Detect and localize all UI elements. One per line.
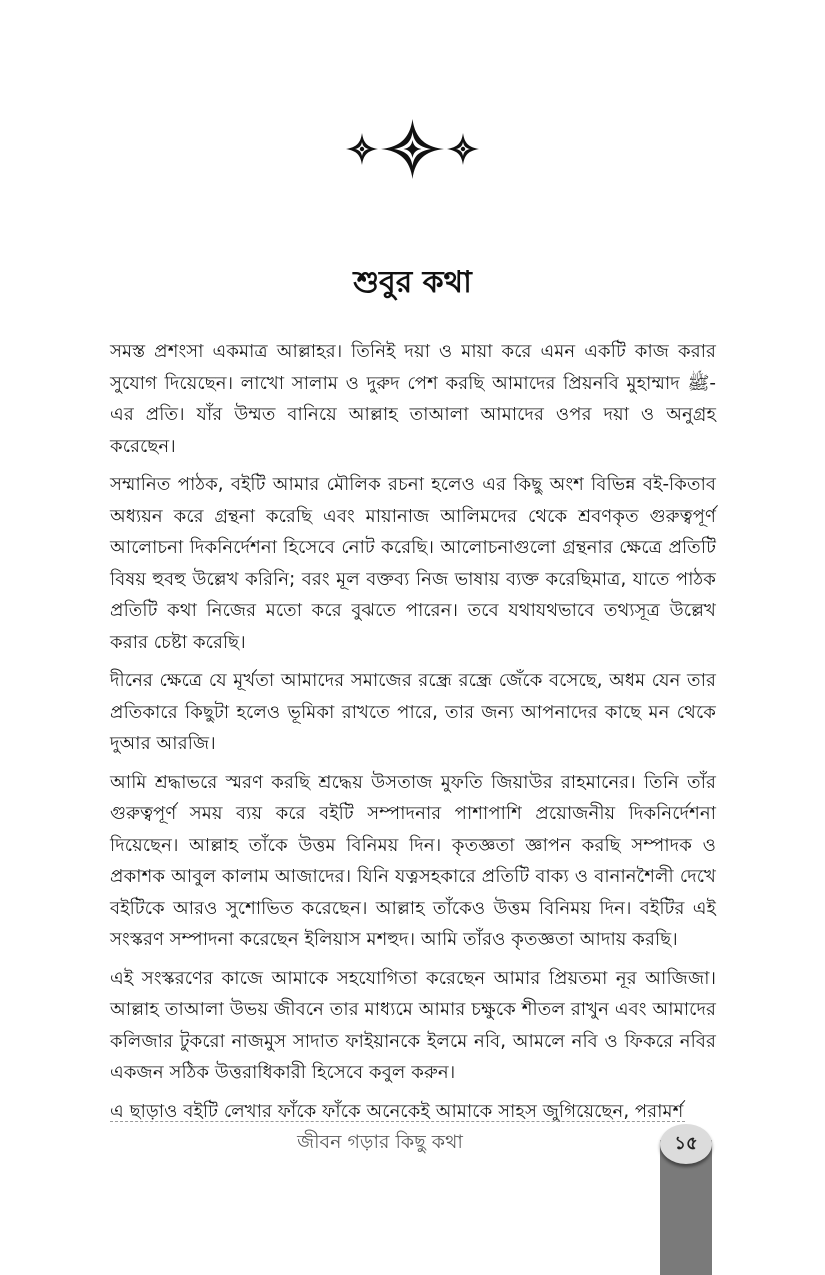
footer-book-title: জীবন গড়ার কিছু কথা — [297, 1131, 463, 1153]
paragraph: এই সংস্করণের কাজে আমাকে সহযোগিতা করেছেন আমার প্রিয়তমা নূর আজিজা। আল্লাহ তাআলা উভয় জীবনে তার মাধ্যমে আমার চক্ষুকে শীতল রাখুন এবং আমাদের কলিজার টুকরো নাজমুস সাদাত ফাইয়ানকে ইলমে নবি, আমলে নবি ও ফিকরে নবির একজন সঠিক উত্তরাধিকারী হিসেবে কবুল করুন। — [110, 967, 716, 1083]
paragraph: দীনের ক্ষেত্রে যে মূর্খতা আমাদের সমাজের রন্ধ্রে রন্ধ্রে জেঁকে বসেছে, অধম যেন তার প্রতিকারে কিছুটা হলেও ভূমিকা রাখতে পারে, তার জন্য আপনাদের কাছে মন থেকে দুআর আরজি। — [110, 670, 716, 754]
page-number-badge — [660, 1124, 712, 1164]
ornament-icon — [345, 118, 480, 180]
paragraph: সম্মানিত পাঠক, বইটি আমার মৌলিক রচনা হলেও এর কিছু অংশ বিভিন্ন বই-কিতাব অধ্যয়ন করে গ্রন্থনা করেছি এবং মায়ানাজ আলিমদের থেকে শ্রবণকৃত গুরুত্বপূর্ণ আলোচনা দিকনির্দেশনা হিসেবে নোট করেছি। আলোচনাগুলো গ্রন্থনার ক্ষেত্রে প্রতিটি বিষয় হুবহু উল্লেখ করিনি; বরং মূল বক্তব্য নিজ ভাষায় ব্যক্ত করেছিমাত্র, যাতে পাঠক প্রতিটি কথা নিজের মতো করে বুঝতে পারেন। তবে যথাযথভাবে তথ্যসূত্র উল্লেখ করার চেষ্টা করেছি। — [110, 474, 716, 653]
page-number: ১৫ — [674, 1132, 698, 1154]
paragraph: সমস্ত প্রশংসা একমাত্র আল্লাহর। তিনিই দয়া ও মায়া করে এমন একটি কাজ করার সুযোগ দিয়েছেন। লাখো সালাম ও দুরুদ পেশ করছি আমাদের প্রিয়নবি মুহাম্মাদ ﷺ-এর প্রতি। যাঁর উম্মত বানিয়ে আল্লাহ তাআলা আমাদের ওপর দয়া ও অনুগ্রহ করেছেন। — [110, 341, 716, 457]
paragraph: এ ছাড়াও বইটি লেখার ফাঁকে ফাঁকে অনেকেই আমাকে সাহস জুগিয়েছেন, পরামর্শ — [110, 1100, 684, 1122]
footer-divider — [110, 1121, 685, 1122]
body-text — [110, 336, 716, 1134]
paragraph: আমি শ্রদ্ধাভরে স্মরণ করছি শ্রদ্ধেয় উসতাজ মুফতি জিয়াউর রাহমানের। তিনি তাঁর গুরুত্বপূর্ণ সময় ব্যয় করে বইটি সম্পাদনার পাশাপাশি প্রয়োজনীয় দিকনির্দেশনা দিয়েছেন। আল্লাহ তাঁকে উত্তম বিনিময় দিন। কৃতজ্ঞতা জ্ঞাপন করছি সম্পাদক ও প্রকাশক আবুল কালাম আজাদের। যিনি যত্নসহকারে প্রতিটি বাক্য ও বানানশৈলী দেখে বইটিকে আরও সুশোভিত করেছেন। আল্লাহ তাঁকেও উত্তম বিনিময় দিন। বইটির এই সংস্করণ সম্পাদনা করেছেন ইলিয়াস মশহুদ। আমি তাঁরও কৃতজ্ঞতা আদায় করছি। — [110, 771, 716, 950]
page-title: শুবুর কথা — [353, 265, 472, 300]
